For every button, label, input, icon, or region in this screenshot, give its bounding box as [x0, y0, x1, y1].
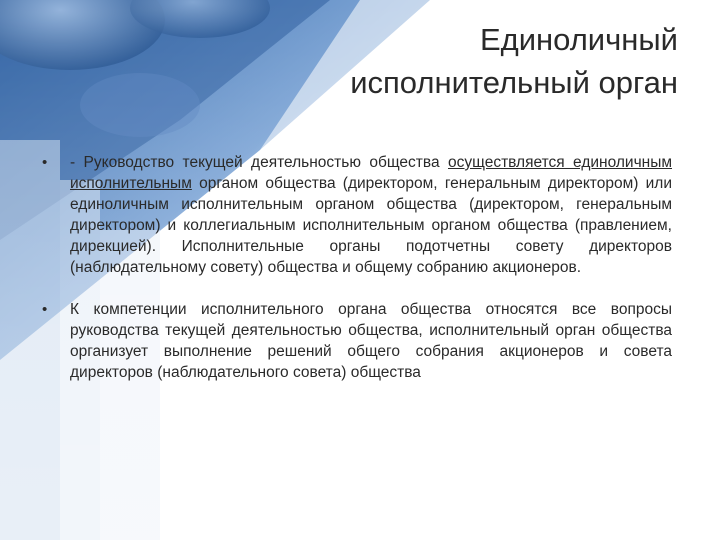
bullet-1-underlined: осуществляется единоличным исполнительным [70, 154, 673, 192]
bullet-dot-icon: • [42, 154, 48, 171]
bullet-1-lead: - Руководство текущей деятельностью общества [70, 154, 440, 171]
bullet-item-1 [30, 152, 672, 278]
title-line-2: исполнительный орган [350, 65, 678, 100]
bullet-1-rest: органом общества (директором, генеральным директором) или единоличным исполнительным органом общества (директором, генеральным директором) и коллегиальным исполнительным органом общества (правлением, дирекцией). Исполнительные органы подотчетны совету директоров (наблюдательному совету) общества и общему собранию акционеров. [70, 175, 672, 276]
slide-body [30, 152, 672, 383]
bullet-2-text: К компетенции исполнительного органа общества относятся все вопросы руководства текущей деятельностью общества, исполнительный орган общества организует выполнение решений общего собрания акционеров и совета директоров (наблюдательного совета) общества [70, 301, 672, 381]
slide-title [218, 18, 678, 104]
title-line-1: Единоличный [479, 22, 678, 57]
bullet-dot-icon: • [42, 301, 48, 318]
bullet-item-2 [30, 299, 672, 383]
